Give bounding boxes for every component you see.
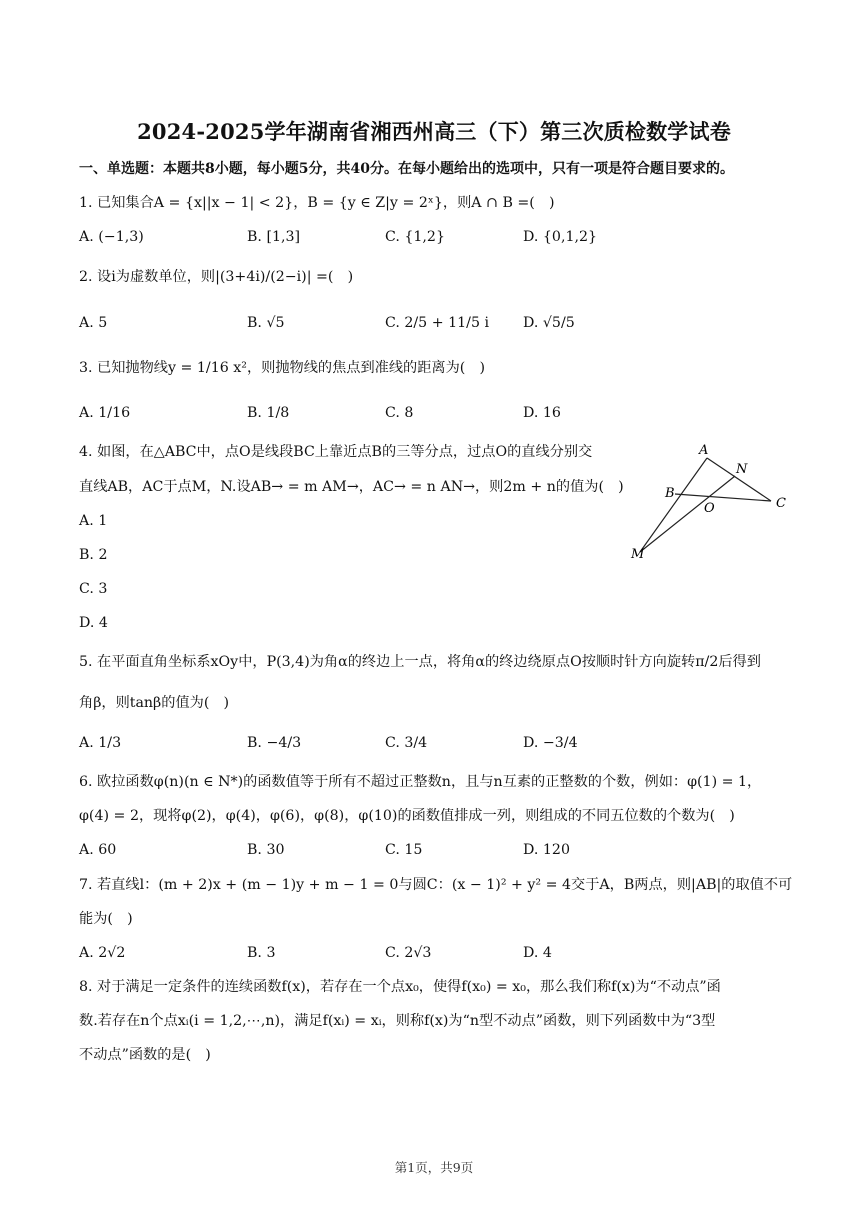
question-3-stem: 3. 已知抛物线y = 1/16 x²，则抛物线的焦点到准线的距离为( ) (79, 360, 486, 376)
q4-option-a: A. 1 (79, 513, 108, 529)
q5-option-b: B. −4/3 (247, 735, 302, 751)
question-8-line-1: 8. 对于满足一定条件的连续函数f(x)，若存在一个点x₀，使得f(x₀) = x₀，那么我们称f(x)为“不动点”函 (79, 979, 721, 995)
line-am (640, 458, 707, 552)
q2-option-a: A. 5 (79, 315, 108, 331)
q7-option-d: D. 4 (523, 945, 552, 961)
q3-option-b: B. 1/8 (247, 405, 290, 421)
label-c: C (776, 496, 786, 511)
question-6-line-2: φ(4) = 2，现将φ(2)，φ(4)，φ(6)，φ(8)，φ(10)的函数值排成一列，则组成的不同五位数的个数为( ) (79, 808, 735, 824)
q3-option-c: C. 8 (385, 405, 414, 421)
q2-option-d: D. √5/5 (523, 315, 575, 331)
q1-option-d: D. {0,1,2} (523, 229, 598, 245)
question-8-line-3: 不动点”函数的是( ) (79, 1047, 211, 1063)
label-a: A (699, 443, 709, 458)
q6-option-a: A. 60 (79, 842, 117, 858)
question-8-line-2: 数.若存在n个点xᵢ(i = 1,2,⋯,n)，满足f(xᵢ) = xᵢ，则称f(x)为“n型不动点”函数，则下列函数中为“3型 (79, 1013, 716, 1029)
q2-option-c: C. 2/5 + 11/5 i (385, 315, 490, 331)
q6-option-b: B. 30 (247, 842, 285, 858)
question-7-line-2: 能为( ) (79, 911, 133, 927)
question-4-line-1: 4. 如图，在△ABC中，点O是线段BC上靠近点B的三等分点，过点O的直线分别交 (79, 444, 593, 460)
q1-option-b: B. [1,3] (247, 229, 301, 245)
q3-option-d: D. 16 (523, 405, 561, 421)
question-4-line-2: 直线AB，AC于点M，N.设AB→ = m AM→，AC→ = n AN→，则2m + n的值为( ) (79, 479, 624, 495)
q2-option-b: B. √5 (247, 315, 285, 331)
question-6-line-1: 6. 欧拉函数φ(n)(n ∈ N*)的函数值等于所有不超过正整数n，且与n互素的正整数的个数，例如：φ(1) = 1， (79, 774, 762, 790)
q5-option-a: A. 1/3 (79, 735, 122, 751)
page-title: 2024-2025学年湖南省湘西州高三（下）第三次质检数学试卷 (137, 119, 731, 144)
line-mn (640, 476, 735, 552)
q6-option-c: C. 15 (385, 842, 423, 858)
q4-option-c: C. 3 (79, 581, 108, 597)
q5-option-c: C. 3/4 (385, 735, 428, 751)
question-1-stem: 1. 已知集合A = {x||x − 1| < 2}，B = {y ∈ Z|y = 2ˣ}，则A ∩ B =( ) (79, 195, 555, 211)
q3-option-a: A. 1/16 (79, 405, 131, 421)
q4-option-d: D. 4 (79, 615, 108, 631)
q6-option-d: D. 120 (523, 842, 570, 858)
section-heading: 一、单选题：本题共8小题，每小题5分，共40分。在每小题给出的选项中，只有一项是符合题目要求的。 (79, 161, 734, 177)
question-5-line-2: 角β，则tanβ的值为( ) (79, 695, 230, 711)
label-o: O (704, 501, 715, 516)
page-footer: 第1页，共9页 (394, 1160, 474, 1175)
line-bc (675, 494, 771, 501)
q4-option-b: B. 2 (79, 547, 108, 563)
triangle-figure (625, 438, 800, 566)
q1-option-c: C. {1,2} (385, 229, 445, 245)
q7-option-b: B. 3 (247, 945, 276, 961)
label-m: M (631, 547, 645, 562)
question-5-line-1: 5. 在平面直角坐标系xOy中，P(3,4)为角α的终边上一点，将角α的终边绕原点O按顺时针方向旋转π/2后得到 (79, 654, 761, 670)
q7-option-a: A. 2√2 (79, 945, 126, 961)
question-2-stem: 2. 设i为虚数单位，则|(3+4i)/(2−i)| =( ) (79, 269, 354, 285)
q5-option-d: D. −3/4 (523, 735, 578, 751)
q7-option-c: C. 2√3 (385, 945, 432, 961)
q1-option-a: A. (−1,3) (79, 229, 144, 245)
question-7-line-1: 7. 若直线l：(m + 2)x + (m − 1)y + m − 1 = 0与圆C：(x − 1)² + y² = 4交于A，B两点，则|AB|的取值不可 (79, 877, 793, 893)
label-n: N (736, 462, 748, 477)
label-b: B (665, 486, 675, 501)
